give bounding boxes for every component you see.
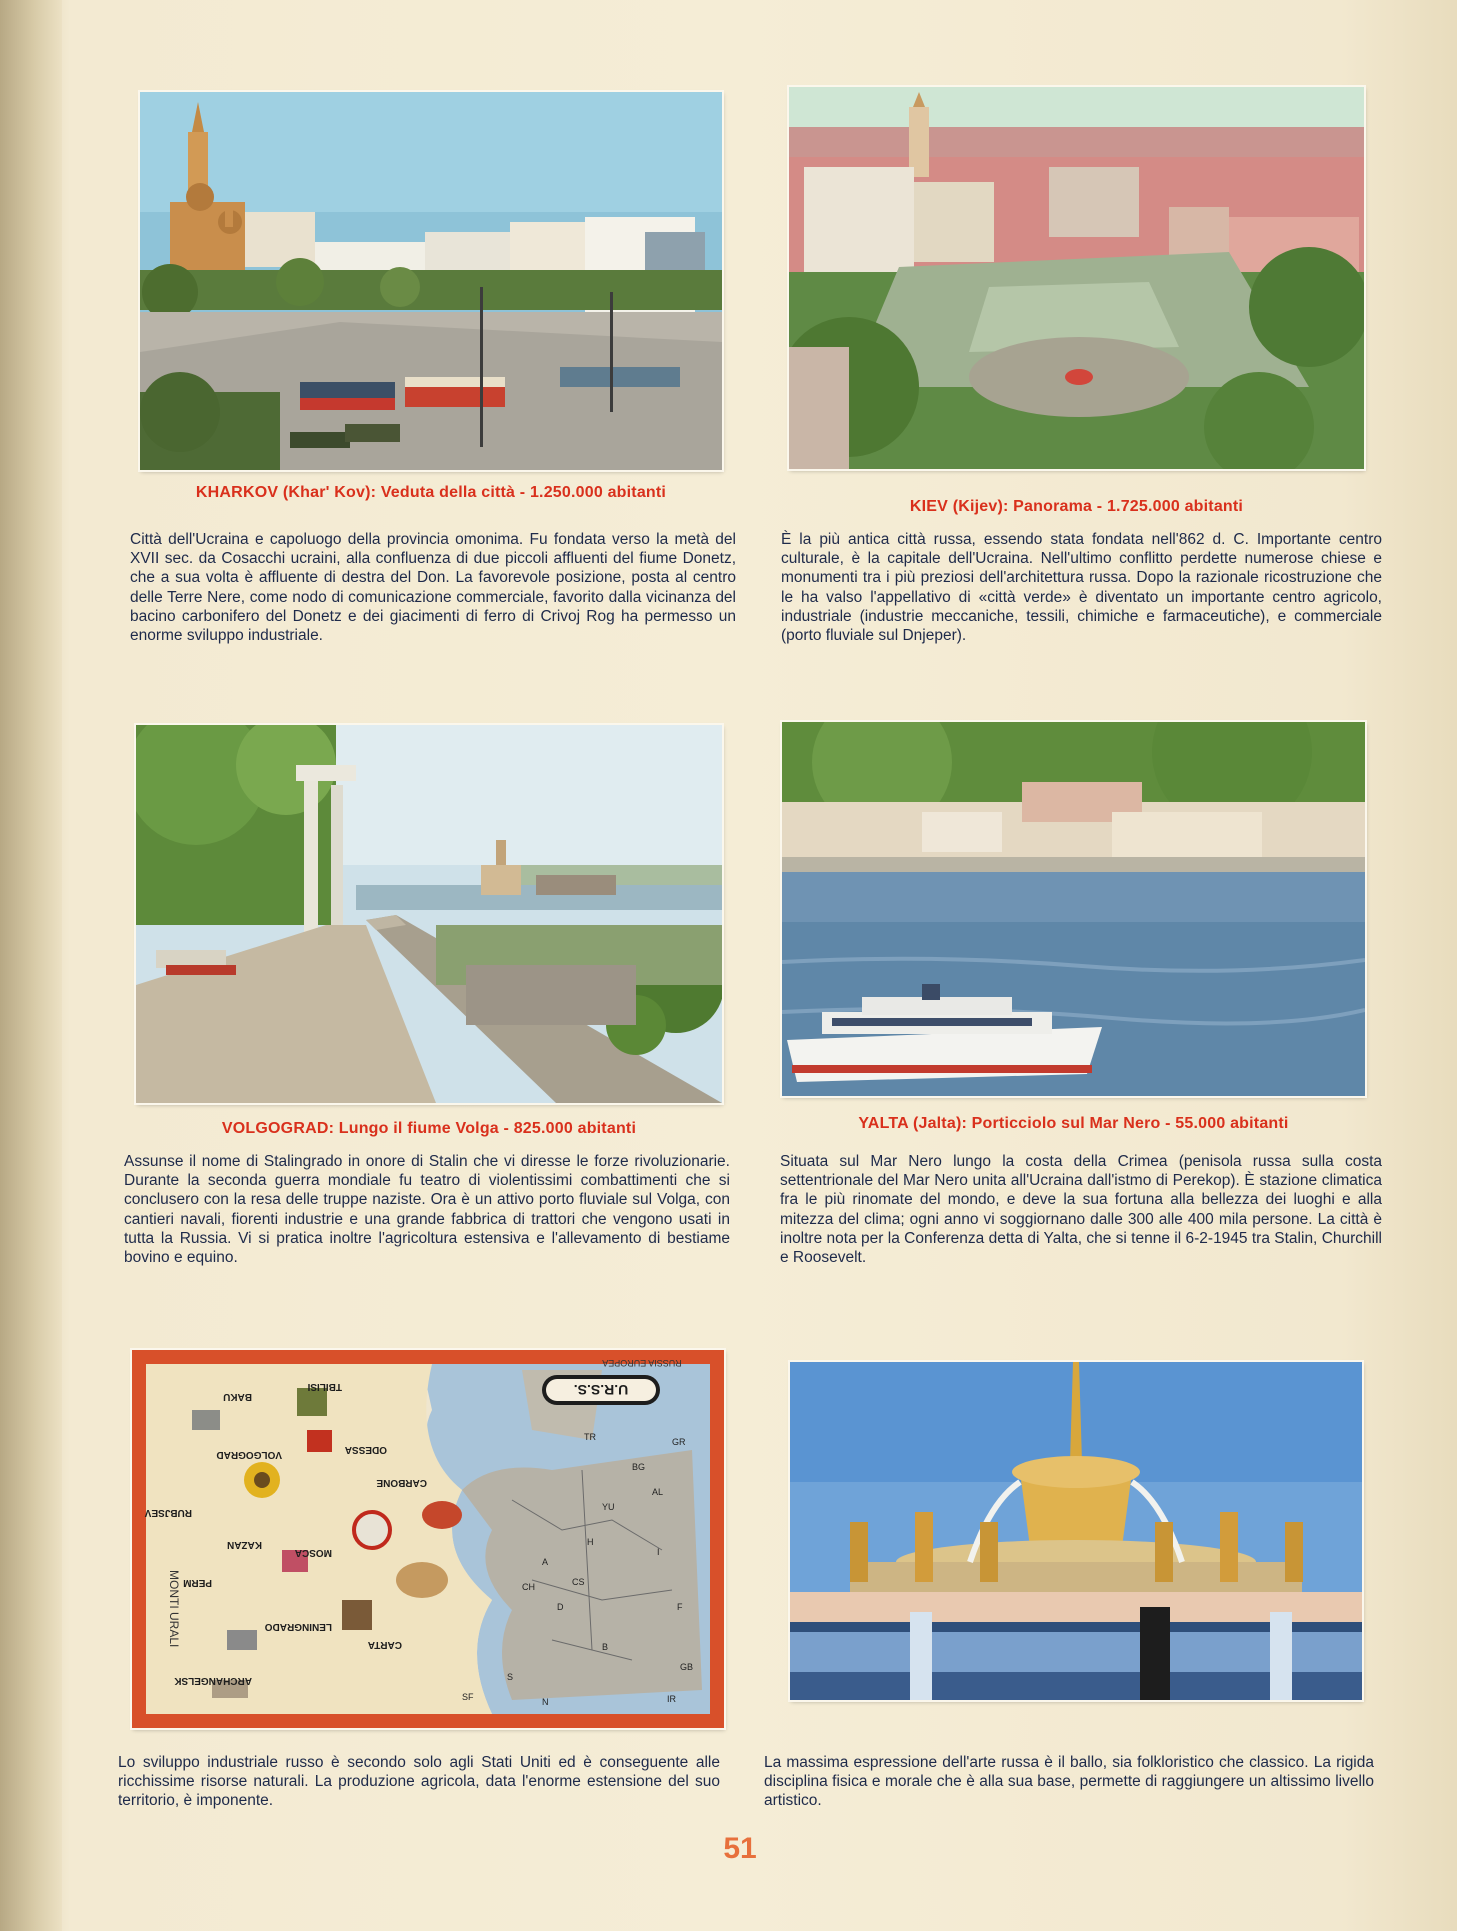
- urss-map: [132, 1350, 724, 1728]
- map-country-code: SF: [462, 1692, 474, 1702]
- map-country-code: GB: [680, 1662, 694, 1672]
- yalta-text: Situata sul Mar Nero lungo la costa della Crimea (penisola russa sulla costa settentrionale del Mar Nero unita all'Ucraina dall'istmo di Perekop). È stazione climatica fra le più rinomate del mondo, e deve la sua fortuna alla bellezza dei luoghi e alla mitezza del clima; ogni anno vi soggiornano dalle 300 alle 400 mila persone. La città è inoltre nota per la Conferenza detta di Yalta, che si tenne il 6-2-1945 tra Stalin, Churchill e Roosevelt.: [780, 1153, 1382, 1267]
- ballo-text: La massima espressione dell'arte russa è il ballo, sia folkloristico che classico. La rigida disciplina fisica e morale che è alla sua base, permette di raggiungere un altissimo livello artistico.: [764, 1754, 1374, 1810]
- map-region-label: RUSSIA EUROPEA: [602, 1358, 682, 1368]
- yalta-illustration: [782, 722, 1365, 1096]
- map-city-label: TBILISI: [307, 1381, 342, 1392]
- map-city-label: PERM: [183, 1577, 212, 1588]
- page-number: 51: [723, 1832, 757, 1865]
- map-city-label: RUBJSEV: [144, 1507, 192, 1518]
- yalta-photo: [782, 722, 1365, 1096]
- kiev-caption: KIEV (Kijev): Panorama - 1.725.000 abitanti: [909, 498, 1244, 515]
- map-side-label: MONTI URALI: [167, 1570, 181, 1648]
- map-city-label: CARBONE: [376, 1477, 427, 1488]
- map-country-code: AL: [652, 1487, 664, 1497]
- book-gutter: [0, 0, 62, 1931]
- map-city-label: LENINGRADO: [264, 1621, 332, 1632]
- kharkov-caption: KHARKOV (Khar' Kov): Veduta della città - 1.250.000 abitanti: [195, 484, 667, 501]
- volgograd-caption: VOLGOGRAD: Lungo il fiume Volga - 825.000 abitanti: [221, 1120, 637, 1137]
- map-country-code: F: [677, 1602, 683, 1612]
- map-city-label: BAKU: [223, 1391, 252, 1402]
- map-country-code: N: [542, 1697, 549, 1707]
- map-country-code: D: [557, 1602, 564, 1612]
- map-country-code: TR: [584, 1432, 596, 1442]
- yalta-caption: YALTA (Jalta): Porticciolo sul Mar Nero - 55.000 abitanti: [858, 1115, 1289, 1132]
- volgograd-text: Assunse il nome di Stalingrado in onore di Stalin che vi diresse le forze rivoluzionarie. Durante la seconda guerra mondiale fu teatro di violentissimi combattimenti che si conclusero con la resa delle truppe naziste. Ora è un attivo porto fluviale sul Volga, con cantieri navali, fiorenti industrie e una grande fabbrica di trattori che vengono usati in tutta la Russia. Vi si pratica inoltre l'agricoltura estensiva e l'allevamento di bestiame bovino e equino.: [124, 1153, 730, 1267]
- map-country-code: I: [657, 1547, 660, 1557]
- map-city-label: KAZAN: [227, 1539, 262, 1550]
- volgograd-photo: [136, 725, 722, 1103]
- map-country-code: CS: [572, 1577, 585, 1587]
- map-country-code: IR: [667, 1694, 676, 1704]
- map-country-code: A: [542, 1557, 549, 1567]
- map-country-code: GR: [672, 1437, 686, 1447]
- map-country-code: CH: [522, 1582, 535, 1592]
- fountain-ballet-photo: [790, 1362, 1362, 1700]
- kiev-photo: [789, 87, 1364, 469]
- map-city-label: MOSCA: [294, 1547, 332, 1558]
- fountain-ballet-illustration: [790, 1362, 1362, 1700]
- map-country-code: YU: [602, 1502, 615, 1512]
- kiev-text: È la più antica città russa, essendo stata fondata nell'862 d. C. Importante centro culturale, è la capitale dell'Ucraina. Nell'ultimo conflitto perdette numerose chiese e monumenti tra i più preziosi dell'architettura russa. Dopo la razionale ricostruzione che le ha valso l'appellativo di «città verde» è diventato un importante centro agricolo, industriale (industrie meccaniche, tessili, chimiche e farmaceutiche), e commerciale (porto fluviale sul Dnjeper).: [781, 531, 1382, 645]
- urss-map-illustration: [132, 1350, 724, 1728]
- industria-text: Lo sviluppo industriale russo è secondo solo agli Stati Uniti ed è conseguente alle ricchissime risorse naturali. La produzione agricola, data l'enorme estensione del suo territorio, è imponente.: [118, 1754, 720, 1810]
- map-country-code: BG: [632, 1462, 646, 1472]
- map-country-code: H: [587, 1537, 594, 1547]
- map-city-label: ODESSA: [344, 1444, 387, 1455]
- map-country-code: S: [507, 1672, 514, 1682]
- map-country-code: B: [602, 1642, 609, 1652]
- kiev-illustration: [789, 87, 1364, 469]
- kharkov-photo: [140, 92, 722, 470]
- map-city-label: ARCHANGELSK: [174, 1675, 252, 1686]
- map-badge: U.R.S.S.: [573, 1382, 629, 1398]
- kharkov-illustration: [140, 92, 722, 470]
- volgograd-illustration: [136, 725, 722, 1103]
- map-city-label: CARTA: [367, 1639, 402, 1650]
- map-city-label: VOLGOGRAD: [216, 1449, 282, 1460]
- kharkov-text: Città dell'Ucraina e capoluogo della provincia omonima. Fu fondata verso la metà del XVII sec. da Cosacchi ucraini, alla confluenza di due piccoli affluenti del fiume Donetz, che a sua volta è affluente di destra del Don. La favorevole posizione, posta al centro delle Terre Nere, come nodo di comunicazione commerciale, favorito dalla vicinanza del bacino carbonifero del Donetz e dei giacimenti di ferro di Crivoj Rog ha permesso un enorme sviluppo industriale.: [130, 531, 736, 645]
